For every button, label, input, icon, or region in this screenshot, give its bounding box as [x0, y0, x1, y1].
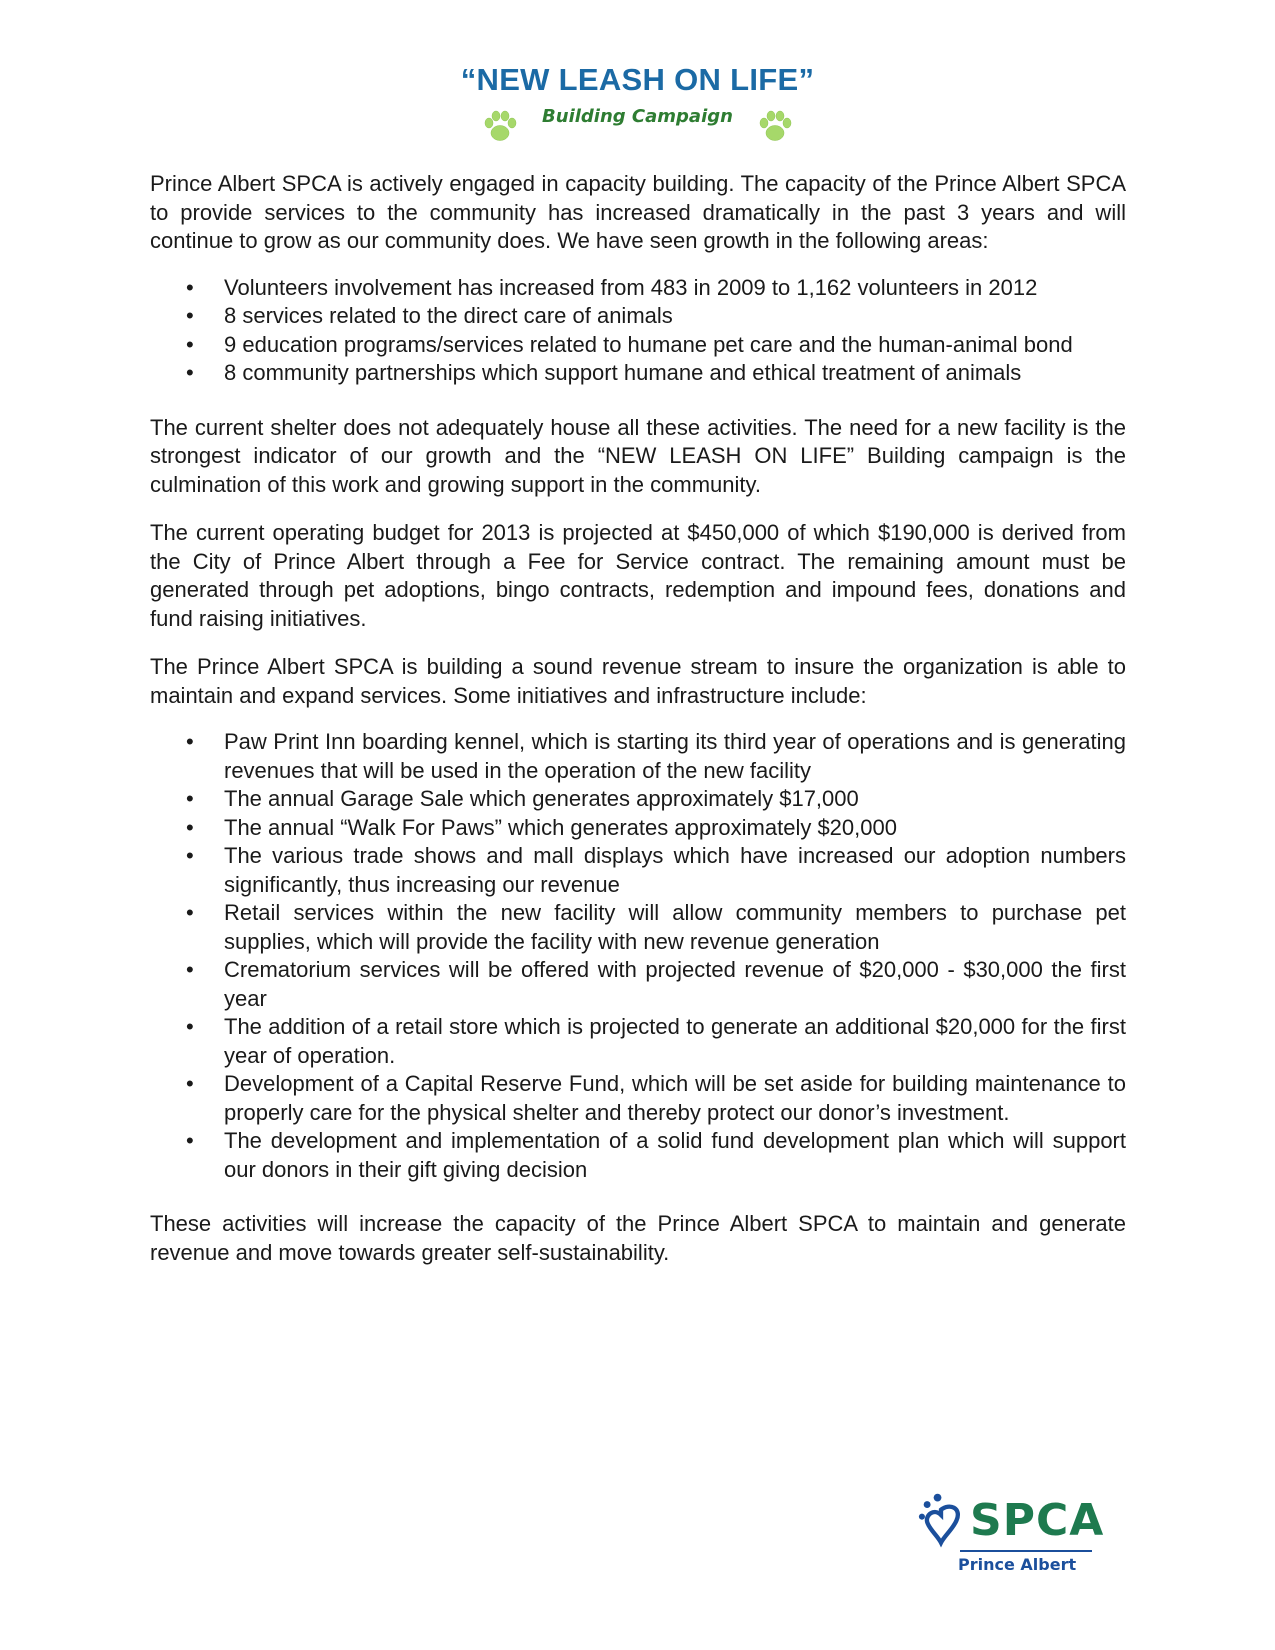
page-subtitle: Building Campaign — [542, 105, 733, 127]
list-item: • The development and implementation of a solid fund development plan which will support our donors in their gift giving decision — [186, 1128, 1126, 1182]
subtitle-row — [0, 104, 1275, 148]
list-item: • 9 education programs/services related to humane pet care and the human-animal bond — [186, 331, 1073, 357]
intro-paragraph: Prince Albert SPCA is actively engaged in capacity building. The capacity of the Prince Albert SPCA to provide services to the community has increased dramatically in the past 3 years and will continue to grow as our community does. We have seen growth in the following areas: — [150, 171, 1126, 253]
shelter-paragraph: The current shelter does not adequately house all these activities. The need for a new facility is the strongest indicator of our growth and the “NEW LEASH ON LIFE” Building campaign is the culmination of this work and growing support in the community. — [150, 414, 1126, 497]
spca-paw-icon — [915, 1490, 967, 1552]
initiatives-list — [150, 728, 1126, 1184]
list-item: • 8 community partnerships which support humane and ethical treatment of animals — [186, 360, 1022, 385]
list-item: • Development of a Capital Reserve Fund, which will be set aside for building maintenance to properly care for the physical shelter and thereby protect our donor’s investment. — [186, 1071, 1126, 1125]
logo-divider — [960, 1550, 1092, 1552]
spca-logo-text: SPCA — [970, 1495, 1105, 1546]
list-item: • The various trade shows and mall displays which have increased our adoption numbers significantly, thus increasing our revenue — [186, 843, 1126, 897]
growth-areas-list — [150, 274, 1126, 388]
list-item: • Volunteers involvement has increased from 483 in 2009 to 1,162 volunteers in 2012 — [186, 274, 1038, 300]
page-title: “NEW LEASH ON LIFE” — [460, 62, 815, 97]
spca-logo-location: Prince Albert — [958, 1555, 1077, 1574]
list-item: • Paw Print Inn boarding kennel, which is starting its third year of operations and is generating revenues that will be used in the operation of the new facility — [186, 729, 1126, 783]
budget-paragraph: The current operating budget for 2013 is projected at $450,000 of which $190,000 is derived from the City of Prince Albert through a Fee for Service contract. The remaining amount must be generated through pet adoptions, bingo contracts, redemption and impound fees, donations and fund raising initiatives. — [150, 520, 1126, 631]
list-item: • The addition of a retail store which is projected to generate an additional $20,000 for the first year of operation. — [186, 1014, 1126, 1068]
paw-print-icon — [480, 106, 520, 146]
list-item: • Retail services within the new facility will allow community members to purchase pet supplies, which will provide the facility with new revenue generation — [186, 900, 1126, 954]
paw-print-icon — [755, 106, 795, 146]
closing-paragraph: These activities will increase the capacity of the Prince Albert SPCA to maintain and generate revenue and move towards greater self-sustainability. — [150, 1211, 1126, 1265]
list-item: • The annual “Walk For Paws” which generates approximately $20,000 — [186, 814, 897, 840]
list-item: • The annual Garage Sale which generates approximately $17,000 — [186, 786, 859, 811]
document-body — [150, 170, 1126, 1267]
revenue-paragraph: The Prince Albert SPCA is building a sound revenue stream to insure the organization is able to maintain and expand services. Some initiatives and infrastructure include: — [150, 654, 1126, 708]
list-item: • 8 services related to the direct care of animals — [186, 303, 673, 328]
list-item: • Crematorium services will be offered with projected revenue of $20,000 - $30,000 the first year — [186, 957, 1126, 1011]
